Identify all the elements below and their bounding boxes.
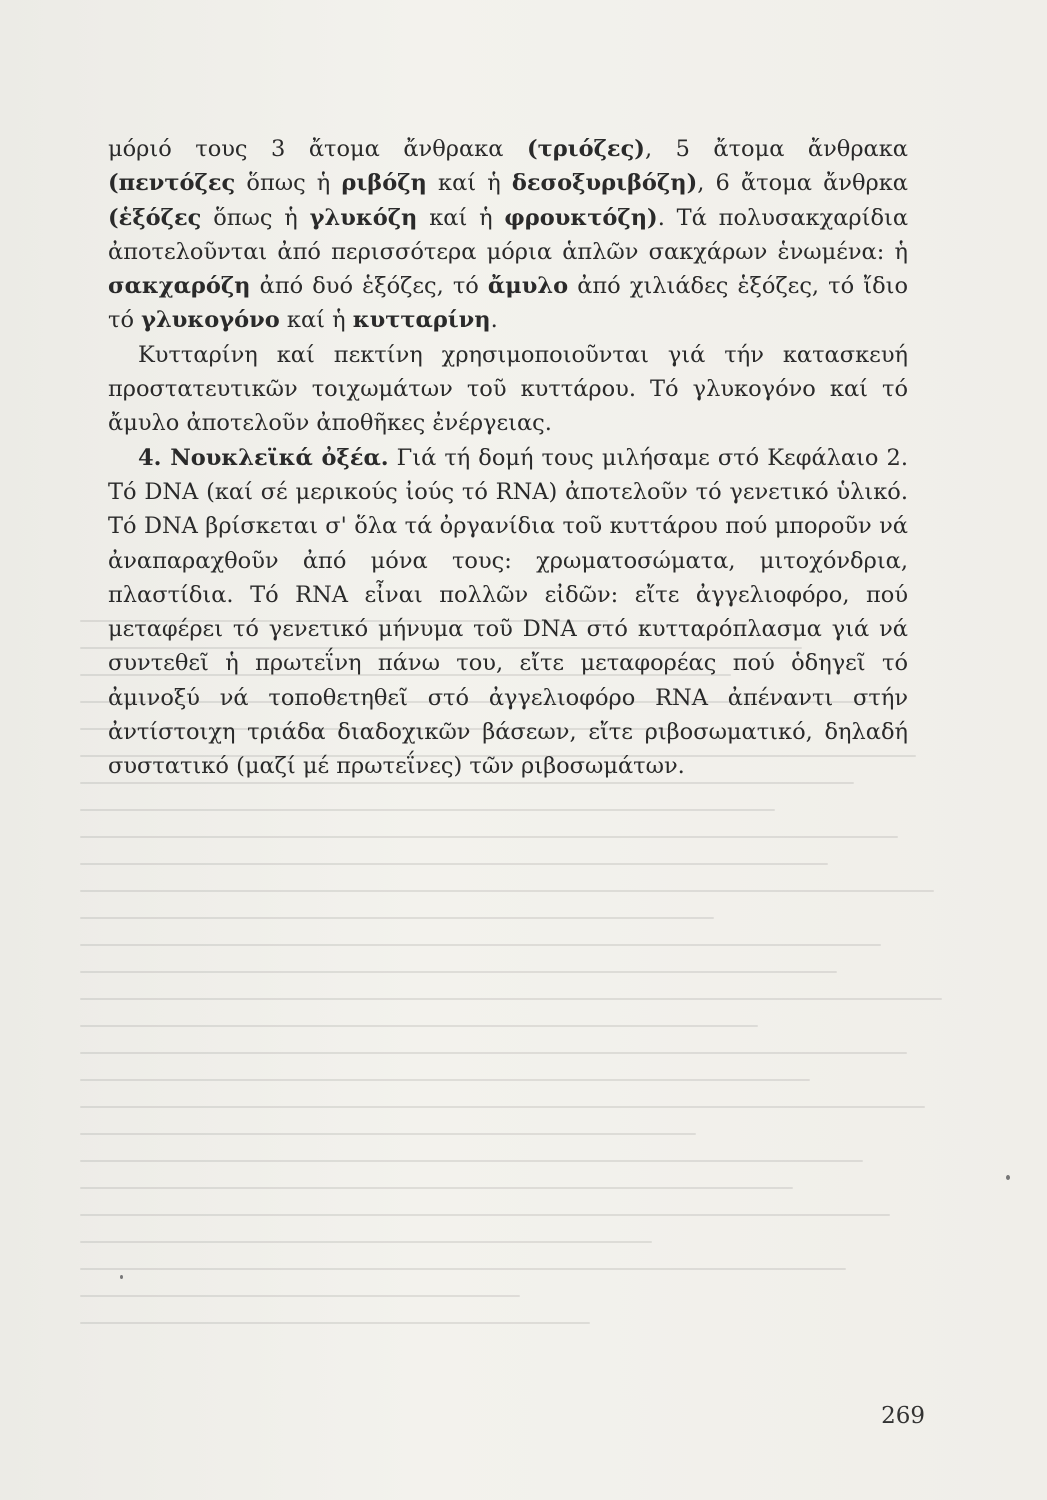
text-run: Γιά τή δομή τους μιλήσαμε στό Κεφάλαιο 2. Τό DNA (καί σέ μερικούς ἰούς τό RNA) ἀποτελοῦν τό γενετικό ὑλικό. Τό DNA βρίσκεται σ' ὅλα τά ὀργανίδια τοῦ κυττάρου πού μποροῦν νά ἀναπαραχθοῦν ἀπό μόνα τους: χρωματοσώματα, μιτοχόνδρια, πλαστίδια. Τό RNA εἶναι πολλῶν εἰδῶν: εἴτε ἀγγελιοφόρο, πού μεταφέρει τό γενετικό μήνυμα τοῦ DNA στό κυτταρόπλασμα γιά νά συντεθεῖ ἡ πρωτεΐνη πάνω του, εἴτε μεταφορέας πού ὁδηγεῖ τό ἀμινοξύ νά τοποθετηθεῖ στό ἀγγελιοφόρο RNA ἀπέναντι στήν ἀντίστοιχη τριάδα διαδοχικῶν βάσεων, εἴτε ριβοσωματικό, δηλαδή συστατικό (μαζί μέ πρωτεΐνες) τῶν ριβοσωμάτων. [108, 444, 908, 780]
bold-term: (ἑξόζες [108, 204, 202, 231]
text-run: . Τά πολυσακχαρίδια ἀποτελοῦνται ἀπό περισσότερα μόρια ἁπλῶν σακχάρων ἑνωμένα: ἡ [108, 204, 909, 265]
bold-term: κυτταρίνη [352, 307, 491, 334]
print-speck [120, 1275, 123, 1279]
bold-term: ἄμυλο [487, 273, 569, 300]
bold-term: ριβόζη [341, 170, 427, 197]
text-run: μόριό τους 3 ἄτομα ἄνθρακα [108, 136, 527, 162]
paragraph-polysaccharide-uses [108, 338, 908, 441]
text-run: , 6 ἄτομα ἄνθρκα [697, 170, 908, 197]
bold-term: δεσοξυριβόζη) [511, 170, 698, 197]
text-run: καί ἡ [417, 204, 505, 231]
print-speck [1006, 1175, 1010, 1180]
page-number: 269 [881, 1403, 925, 1429]
bold-term: σακχαρόζη [108, 273, 251, 300]
text-run: ἀπό δυό ἑξόζες, τό [250, 273, 488, 300]
text-run: ὅπως ἡ [201, 204, 310, 231]
bold-term: 4. Νουκλεϊκά ὀξέα. [138, 444, 389, 471]
text-run: καί ἡ [279, 307, 353, 334]
paragraph-nucleic-acids [108, 441, 908, 784]
body-text [108, 132, 908, 784]
paragraph-sugars [108, 132, 908, 338]
text-run: ἀπό χιλιάδες ἑξόζες, τό ἴδιο τό [108, 273, 908, 334]
bold-term: γλυκόζη [309, 204, 418, 231]
text-run: , 5 ἄτομα ἄνθρακα [644, 136, 908, 162]
text-run: καί ἡ [426, 170, 512, 197]
text-run: ὅπως ἡ [235, 170, 342, 197]
text-run: Κυτταρίνη καί πεκτίνη χρησιμοποιοῦνται γιά τήν κατασκευή προστατευτικῶν τοιχωμάτων τοῦ κυττάρου. Τό γλυκογόνο καί τό ἄμυλο ἀποτελοῦν ἀποθῆκες ἐνέργειας. [108, 341, 908, 437]
bold-term: (πεντόζες [108, 170, 236, 197]
bold-term: φρουκτόζη) [504, 204, 658, 231]
text-run: . [490, 307, 498, 334]
bold-term: (τριόζες) [526, 136, 645, 162]
bold-term: γλυκογόνο [141, 307, 280, 334]
